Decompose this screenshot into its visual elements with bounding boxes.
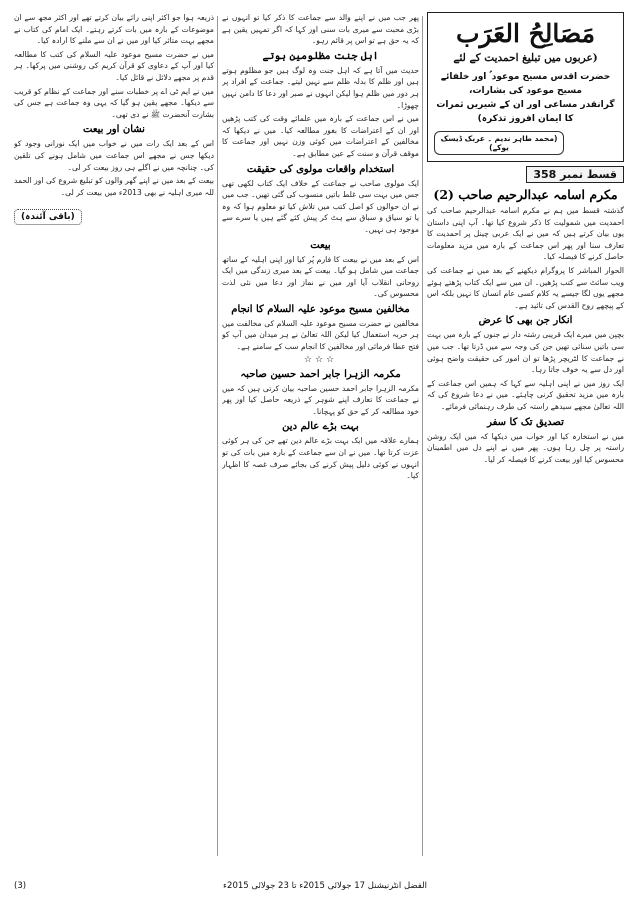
middle-column (222, 12, 419, 858)
paragraph: گذشتہ قسط میں ہم نے مکرم اسامہ عبدالرحیم صاحب کی احمدیت میں شمولیت کا ذکر شروع کیا تھا۔ آپ اپنی داستان یوں بیان کرتے ہیں کہ میں نے ایک عربی چینل پر احمدیت کا تعارف سنا اور پھر اس جماعت کے بارہ میں مزید معلومات حاصل کرنے کا فیصلہ کیا۔ (427, 206, 624, 262)
paragraph: میں نے اس جماعت کے بارہ میں علمائے وقت کی کتب پڑھیں اور ان کے اعتراضات کا بغور مطالعہ کیا۔ میں نے دیکھا کہ مخالفین کے اعتراضات میں کوئی وزن نہیں اور جماعت کا موقف قرآن و سنت کے عین مطابق ہے۔ (222, 114, 419, 158)
section-heading: مکرمہ الزہرا جابر احمد حسین صاحبہ (240, 368, 401, 380)
paragraph: ہمارے علاقہ میں ایک بہت بڑے عالم دین تھے جن کی ہر کوئی عزت کرتا تھا۔ میں نے ان سے جماعت کے بارہ میں بات کی تو انہوں نے کوئی دلیل پیش کرنے کی بجائے صرف غصہ کا اظہار کیا۔ (222, 436, 419, 481)
section-heading: تصدیق تک کا سفر (487, 416, 564, 428)
banner-line-2: گرانقدر مساعی اور ان کے شیریں ثمرات کا ایمان افروز تذکرہ) (436, 100, 615, 124)
right-column (427, 12, 624, 858)
paragraph: حدیث میں آتا ہے کہ اہل جنت وہ لوگ ہیں جو مظلوم ہوتے ہیں اور ظلم کا بدلہ ظلم سے نہیں لیتے۔ جماعت کے افراد پر ہر دور میں ظلم ہوا لیکن انہوں نے صبر اور دعا کا دامن نہیں چھوڑا۔ (222, 65, 419, 110)
paragraph: ایک مولوی صاحب نے جماعت کے خلاف ایک کتاب لکھی تھی جس میں بہت سی غلط باتیں منسوب کی گئی تھیں۔ جب میں نے ان حوالوں کو اصل کتب میں تلاش کیا تو معلوم ہوا کہ وہ یا تو سیاق و سباق سے ہٹ کر پیش کئے گئے ہیں یا سرے سے موجود ہی نہیں۔ (222, 178, 419, 234)
author-byline: (محمد طاہر ندیم ۔ عربک ڈیسک یوکے) (434, 131, 564, 155)
feature-banner (427, 12, 624, 162)
paragraph: بچپن میں میرے ایک قریبی رشتہ دار نے جنوں کے بارہ میں بہت سی باتیں سنائی تھیں جن کی وجہ سے میں ڈرتا تھا۔ جب میں نے جماعت کا لٹریچر پڑھا تو ان امور کی حقیقت واضح ہوئی اور دل سے یہ خوف جاتا رہا۔ (427, 330, 624, 375)
paragraph: اس کے بعد ایک رات میں نے خواب میں ایک نورانی وجود کو دیکھا جس نے مجھے اس جماعت میں شامل ہونے کی تلقین کی۔ چنانچہ میں نے اگلے ہی روز بیعت کر لی۔ (14, 139, 214, 172)
section-heading: بیعت (310, 239, 331, 251)
section-heading: بہت بڑے عالم دین (282, 421, 359, 433)
banner-subtitle: (عربوں میں تبلیغ احمدیت کے لئے (453, 52, 598, 64)
column-divider (422, 16, 423, 856)
section-heading: نشان اور بیعت (83, 124, 145, 136)
paragraph: مخالفین نے حضرت مسیح موعود علیہ السلام کی مخالفت میں ہر حربہ استعمال کیا لیکن اللہ تعالیٰ نے ہر میدان میں آپ کو فتح عطا فرمائی اور مخالفین کا انجام سب کے سامنے ہے۔ (222, 318, 419, 352)
page-number: (3) (14, 881, 27, 891)
paragraph: بیعت کے بعد میں نے اپنے گھر والوں کو تبلیغ شروع کی اور الحمد للہ میری اہلیہ نے بھی 2013ء میں بیعت کر لی۔ (14, 176, 214, 197)
section-heading: استخدام واقعات مولوی کی حقیقت (246, 163, 395, 175)
section-stars: ☆☆☆ (303, 354, 338, 365)
episode-row (427, 166, 624, 183)
paragraph: اس کے بعد میں نے بیعت کا فارم پُر کیا اور اپنی اہلیہ کے ساتھ جماعت میں شامل ہو گیا۔ بیعت کے بعد میری زندگی میں ایک روحانی انقلاب آیا اور میں نے نماز اور دعا میں نئی لذت محسوس کی۔ (222, 254, 419, 299)
paragraph: مکرمہ الزہرا جابر احمد حسین صاحبہ بیان کرتی ہیں کہ میں نے جماعت کا تعارف اپنے شوہر کے ذریعہ حاصل کیا اور پھر خود مطالعہ کر کے حق کو پہچانا۔ (222, 383, 419, 416)
continued-row (14, 204, 214, 225)
paragraph: الحوار المباشر کا پروگرام دیکھنے کے بعد میں نے جماعت کی ویب سائٹ سے کتب پڑھیں۔ ان میں سے ایک کتاب پڑھتے ہوئے مجھے یوں لگا جیسے یہ کلام کسی عام انسان کا نہیں بلکہ اس کے پیچھے روح القدس کی تائید ہے۔ (427, 265, 624, 310)
continued-label: (باقی آئندہ) (14, 209, 82, 225)
page-footer (14, 878, 624, 894)
column-divider (217, 16, 218, 856)
section-heading: اہل جنت مظلومین ہوتے (262, 50, 379, 62)
paragraph: پھر جب میں نے اپنے والد سے جماعت کا ذکر کیا تو انہوں نے بڑی محبت سے میری بات سنی اور کہا کہ اگر تمہیں یقین ہے کہ یہ حق ہے تو اس پر قائم رہو۔ (222, 13, 419, 46)
section-heading: مخالفین مسیح موعود علیہ السلام کا انجام (231, 303, 410, 315)
episode-number: قسط نمبر 358 (526, 166, 624, 183)
section-heading: مکرم اسامہ عبدالرحیم صاحب (2) (433, 187, 618, 202)
paragraph: میں نے حضرت مسیح موعود علیہ السلام کی کتب کا مطالعہ کیا اور آپ کے دعاوی کو قرآن کریم کی روشنی میں پرکھا۔ ہر قدم پر مجھے دلائل نے قائل کیا۔ (14, 49, 214, 82)
newspaper-page (14, 12, 624, 870)
left-column (14, 12, 214, 858)
paragraph: ذریعہ ہوا جو اکثر اپنی رائے بیان کرتے تھے اور اکثر مجھ سے ان موضوعات کے بارہ میں بات کرتے رہتے۔ ایک امام کی کتاب نے مجھے بہت متاثر کیا اور میں نے ان سے ملنے کا ارادہ کیا۔ (14, 13, 214, 46)
paragraph: میں نے ایم ٹی اے پر خطبات سنے اور جماعت کے نظام کو قریب سے دیکھا۔ مجھے یقین ہو گیا کہ یہی وہ جماعت ہے جس کی بشارت آنحضرت ﷺ نے دی تھی۔ (14, 86, 214, 119)
banner-title: مَصَالِحُ العَرَب (455, 19, 596, 48)
footer-dateline: الفضل انٹرنیشنل 17 جولائی 2015ء تا 23 جولائی 2015ء (223, 881, 428, 891)
paragraph: میں نے استخارہ کیا اور خواب میں دیکھا کہ میں ایک روشن راستہ پر چل رہا ہوں۔ پھر میں نے اپنے دل میں اطمینان محسوس کیا اور بیعت کرنے کا فیصلہ کر لیا۔ (427, 431, 624, 464)
paragraph: ایک روز میں نے اپنی اہلیہ سے کہا کہ ہمیں اس جماعت کے بارہ میں مزید تحقیق کرنی چاہئے۔ میں نے دعا شروع کی کہ اللہ تعالیٰ مجھے سیدھے راستہ کی طرف رہنمائی فرمائے۔ (427, 378, 624, 411)
section-heading: انکار جن بھی کا عرض (478, 315, 573, 327)
banner-line-1: حضرت اقدس مسیح موعود ؑ اور خلفائے مسیح موعود کی بشارات، (440, 72, 611, 96)
